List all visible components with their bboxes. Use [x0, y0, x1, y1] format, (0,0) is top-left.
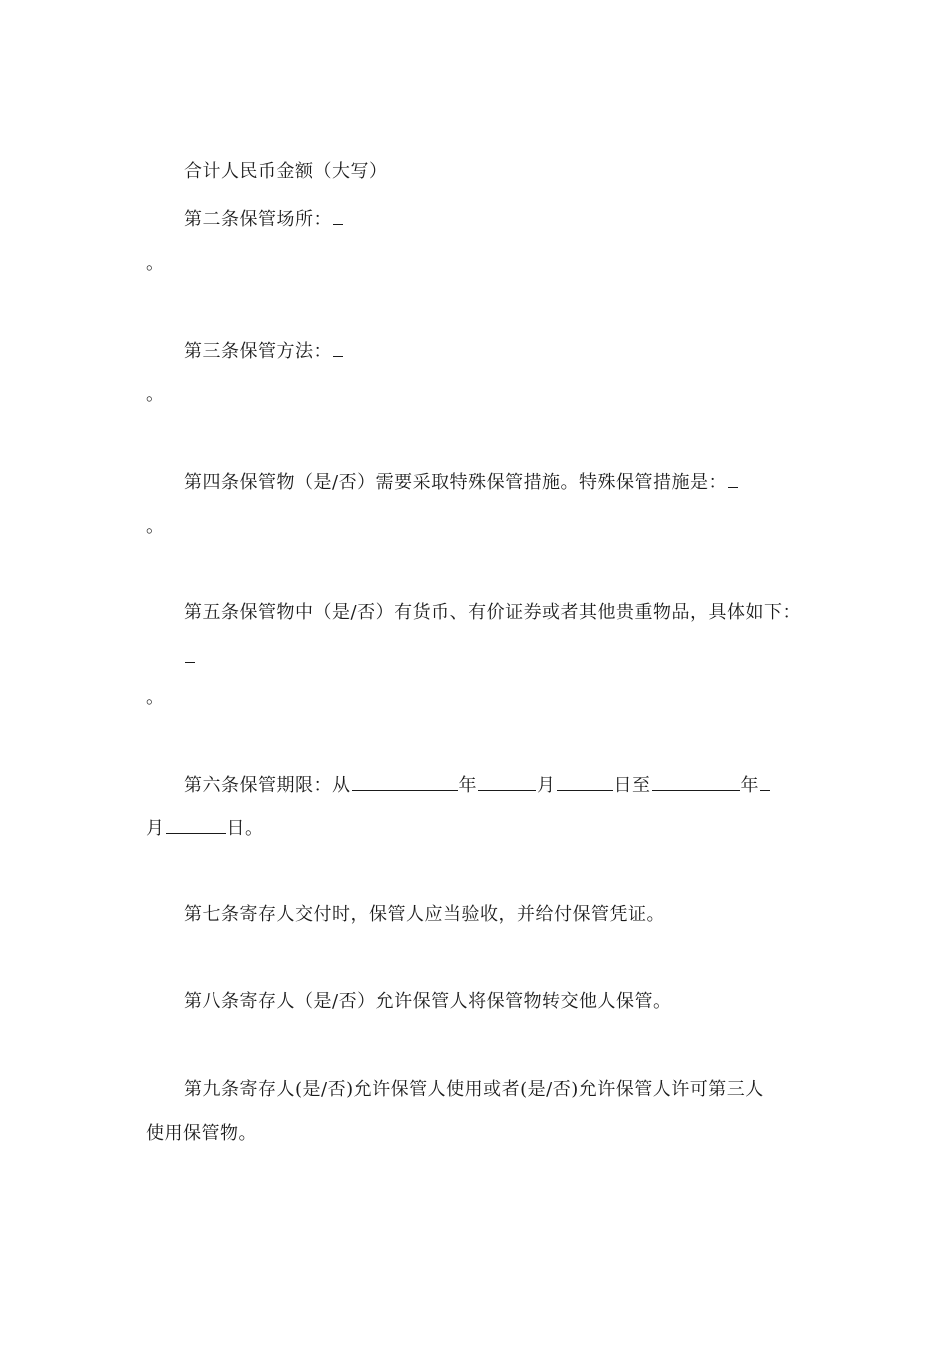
article-9-text: 第九条寄存人(是/否)允许保管人使用或者(是/否)允许保管人许可第三人: [184, 1079, 764, 1100]
article-8-line: [184, 990, 672, 1014]
end-year-label: 年: [740, 775, 759, 796]
start-year-label: 年: [458, 775, 477, 796]
article-9-text-cont: 使用保管物。: [146, 1123, 257, 1144]
end-year-blank: [652, 772, 740, 791]
end-day-blank: [166, 815, 226, 834]
article-9-line: [184, 1078, 764, 1102]
article-3-text: 第三条保管方法：: [184, 341, 332, 362]
end-day-label: 日。: [226, 818, 264, 839]
article-4-period: 。: [146, 516, 165, 537]
article-6-line: [184, 772, 771, 798]
article-2-end: [146, 252, 165, 276]
article-4-text: 第四条保管物（是/否）需要采取特殊保管措施。特殊保管措施是：: [184, 472, 728, 493]
end-month-label: 月: [146, 818, 165, 839]
article-2-text: 第二条保管场所：: [184, 209, 332, 230]
article-2-line: [184, 206, 344, 232]
total-amount-line: [184, 160, 388, 184]
article-7-text: 第七条寄存人交付时，保管人应当验收，并给付保管凭证。: [184, 904, 665, 925]
article-5-blank-line: [184, 644, 196, 670]
article-3-end: [146, 383, 165, 407]
article-2-blank: [333, 206, 343, 225]
article-9-line-2: [146, 1122, 257, 1146]
article-5-period: 。: [146, 687, 165, 708]
end-month-blank: [760, 772, 770, 791]
article-6-prefix: 第六条保管期限：从: [184, 775, 351, 796]
start-year-blank: [352, 772, 458, 791]
article-3-blank: [333, 338, 343, 357]
start-month-blank: [478, 772, 536, 791]
article-5-line: [184, 601, 801, 625]
article-4-end: [146, 515, 165, 539]
article-2-period: 。: [146, 253, 165, 274]
article-3-line: [184, 338, 344, 364]
article-5-text: 第五条保管物中（是/否）有货币、有价证券或者其他贵重物品，具体如下：: [184, 602, 802, 623]
article-4-line: [184, 469, 739, 495]
article-3-period: 。: [146, 384, 165, 405]
start-day-label: 日至: [613, 775, 651, 796]
article-6-line-2: [146, 815, 264, 841]
article-7-line: [184, 903, 665, 927]
article-5-blank: [185, 644, 195, 663]
article-5-end: [146, 686, 165, 710]
article-8-text: 第八条寄存人（是/否）允许保管人将保管物转交他人保管。: [184, 991, 672, 1012]
article-4-blank: [728, 469, 738, 488]
start-month-label: 月: [537, 775, 556, 796]
total-amount-label: 合计人民币金额（大写）: [184, 161, 388, 182]
start-day-blank: [557, 772, 613, 791]
